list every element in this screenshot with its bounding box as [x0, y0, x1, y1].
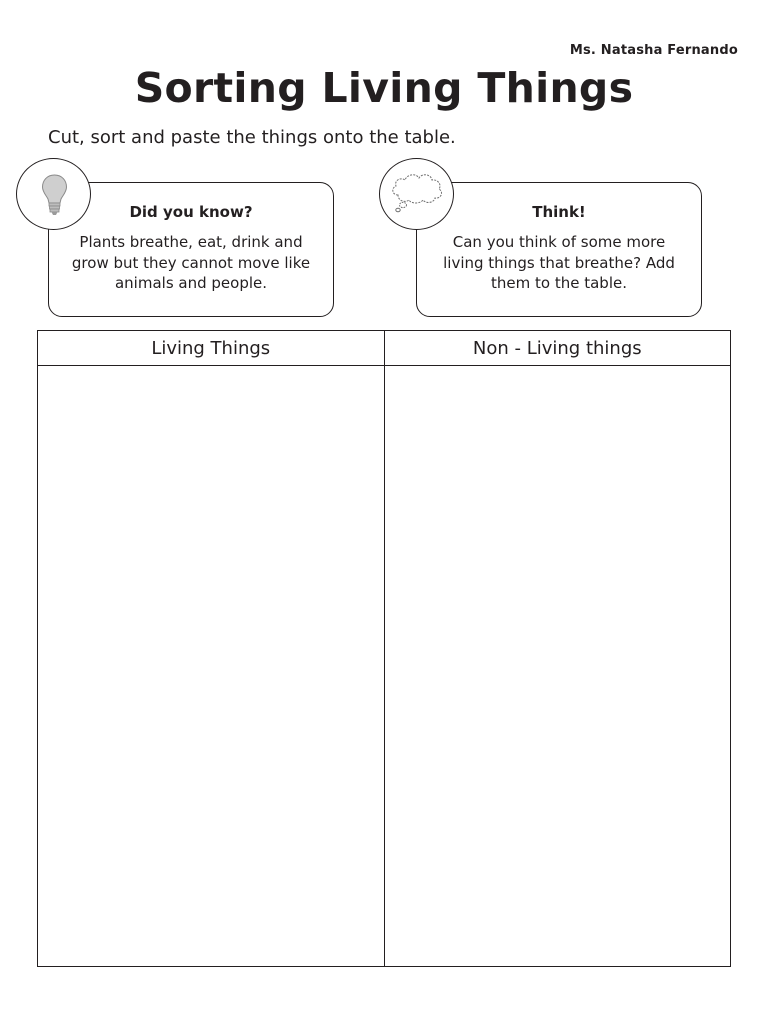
thought-cloud-icon	[380, 159, 455, 231]
non-living-things-header: Non - Living things	[384, 331, 731, 366]
author-name: Ms. Natasha Fernando	[569, 43, 738, 58]
callout-body	[59, 232, 323, 294]
non-living-things-area	[384, 366, 731, 967]
table-row	[38, 366, 731, 967]
lightbulb-icon	[17, 159, 92, 231]
lightbulb-icon-badge	[16, 158, 91, 230]
callout-heading: Think!	[532, 203, 586, 221]
callout-line: them to the table.	[491, 274, 627, 292]
think-callout	[416, 182, 702, 317]
thought-cloud-icon-badge	[379, 158, 454, 230]
callout-line: grow but they cannot move like	[71, 253, 311, 272]
callout-line: animals and people.	[114, 274, 268, 292]
callout-line: Can you think of some more	[452, 233, 666, 251]
sorting-table	[37, 330, 731, 967]
living-things-header: Living Things	[38, 331, 385, 366]
callout-body	[427, 232, 691, 294]
table-header-row	[38, 331, 731, 366]
living-things-area	[38, 366, 385, 967]
callout-line: Plants breathe, eat, drink and	[79, 233, 303, 251]
callout-line: living things that breathe? Add	[443, 253, 675, 272]
callout-heading: Did you know?	[129, 203, 253, 221]
instructions: Cut, sort and paste the things onto the table.	[48, 127, 456, 148]
page-title: Sorting Living Things	[134, 64, 634, 112]
